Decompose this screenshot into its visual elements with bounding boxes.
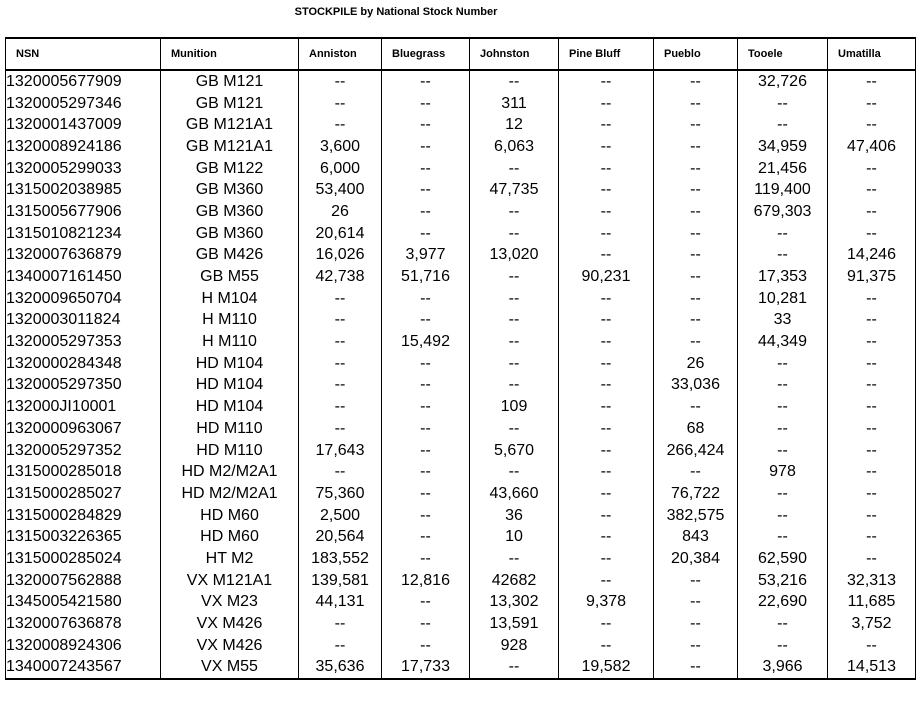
table-row	[6, 418, 916, 440]
nsn-cell: 1320008924306	[6, 635, 161, 657]
nsn-cell: 1320000284348	[6, 353, 161, 375]
nsn-cell: 1320005297346	[6, 93, 161, 115]
anniston-cell: 139,581	[299, 570, 382, 592]
johnston-cell: --	[470, 288, 559, 310]
bluegrass-cell: --	[382, 179, 470, 201]
table-row	[6, 310, 916, 332]
tooele-cell: --	[738, 440, 828, 462]
umatilla-cell: --	[828, 310, 916, 332]
johnston-cell: 928	[470, 635, 559, 657]
table-row	[6, 70, 916, 93]
bluegrass-cell: --	[382, 418, 470, 440]
nsn-cell: 1320005297352	[6, 440, 161, 462]
tooele-cell: 119,400	[738, 179, 828, 201]
munition-cell: GB M360	[161, 179, 299, 201]
tooele-cell: 44,349	[738, 331, 828, 353]
anniston-cell: 17,643	[299, 440, 382, 462]
pine-bluff-cell: --	[559, 114, 654, 136]
munition-cell: H M110	[161, 310, 299, 332]
nsn-cell: 1320009650704	[6, 288, 161, 310]
bluegrass-cell: 3,977	[382, 245, 470, 267]
pine-bluff-cell: 9,378	[559, 592, 654, 614]
header-row	[6, 38, 916, 70]
tooele-cell: 978	[738, 461, 828, 483]
pueblo-cell: --	[654, 635, 738, 657]
pine-bluff-cell: --	[559, 70, 654, 93]
table-row	[6, 526, 916, 548]
johnston-cell: --	[470, 657, 559, 680]
table-row	[6, 288, 916, 310]
anniston-cell: --	[299, 461, 382, 483]
pine-bluff-cell: --	[559, 201, 654, 223]
pine-bluff-cell: --	[559, 613, 654, 635]
pueblo-cell: --	[654, 288, 738, 310]
table-row	[6, 570, 916, 592]
johnston-cell: --	[470, 158, 559, 180]
nsn-cell: 1320007636879	[6, 245, 161, 267]
column-header: Tooele	[738, 38, 828, 70]
nsn-cell: 1315000284829	[6, 505, 161, 527]
pine-bluff-cell: --	[559, 505, 654, 527]
pine-bluff-cell: --	[559, 223, 654, 245]
umatilla-cell: --	[828, 418, 916, 440]
anniston-cell: 3,600	[299, 136, 382, 158]
nsn-cell: 1340007243567	[6, 657, 161, 680]
munition-cell: HD M104	[161, 375, 299, 397]
umatilla-cell: 14,246	[828, 245, 916, 267]
umatilla-cell: --	[828, 440, 916, 462]
umatilla-cell: 3,752	[828, 613, 916, 635]
munition-cell: GB M121A1	[161, 114, 299, 136]
umatilla-cell: 11,685	[828, 592, 916, 614]
pueblo-cell: --	[654, 245, 738, 267]
johnston-cell: 13,302	[470, 592, 559, 614]
table-row	[6, 136, 916, 158]
table-row	[6, 592, 916, 614]
anniston-cell: 20,564	[299, 526, 382, 548]
table-row	[6, 245, 916, 267]
anniston-cell: 35,636	[299, 657, 382, 680]
umatilla-cell: --	[828, 158, 916, 180]
johnston-cell: --	[470, 201, 559, 223]
pueblo-cell: --	[654, 136, 738, 158]
tooele-cell: 22,690	[738, 592, 828, 614]
nsn-cell: 1320000963067	[6, 418, 161, 440]
pine-bluff-cell: 19,582	[559, 657, 654, 680]
pine-bluff-cell: --	[559, 136, 654, 158]
table-row	[6, 93, 916, 115]
bluegrass-cell: --	[382, 483, 470, 505]
bluegrass-cell: --	[382, 440, 470, 462]
bluegrass-cell: --	[382, 353, 470, 375]
anniston-cell: --	[299, 70, 382, 93]
column-header: Johnston	[470, 38, 559, 70]
table-row	[6, 613, 916, 635]
table-row	[6, 158, 916, 180]
tooele-cell: 33	[738, 310, 828, 332]
nsn-cell: 1320005297350	[6, 375, 161, 397]
pine-bluff-cell: --	[559, 526, 654, 548]
johnston-cell: --	[470, 331, 559, 353]
johnston-cell: 36	[470, 505, 559, 527]
johnston-cell: --	[470, 461, 559, 483]
table-row	[6, 396, 916, 418]
anniston-cell: --	[299, 375, 382, 397]
munition-cell: VX M55	[161, 657, 299, 680]
anniston-cell: 16,026	[299, 245, 382, 267]
bluegrass-cell: --	[382, 93, 470, 115]
nsn-cell: 1315002038985	[6, 179, 161, 201]
nsn-cell: 1315010821234	[6, 223, 161, 245]
bluegrass-cell: --	[382, 396, 470, 418]
umatilla-cell: 32,313	[828, 570, 916, 592]
tooele-cell: --	[738, 245, 828, 267]
bluegrass-cell: 15,492	[382, 331, 470, 353]
bluegrass-cell: --	[382, 70, 470, 93]
bluegrass-cell: --	[382, 288, 470, 310]
johnston-cell: --	[470, 70, 559, 93]
pine-bluff-cell: --	[559, 570, 654, 592]
munition-cell: GB M55	[161, 266, 299, 288]
munition-cell: GB M121	[161, 93, 299, 115]
pueblo-cell: --	[654, 613, 738, 635]
column-header: Anniston	[299, 38, 382, 70]
bluegrass-cell: --	[382, 114, 470, 136]
johnston-cell: 13,020	[470, 245, 559, 267]
johnston-cell: --	[470, 375, 559, 397]
tooele-cell: --	[738, 223, 828, 245]
anniston-cell: --	[299, 418, 382, 440]
munition-cell: H M104	[161, 288, 299, 310]
pueblo-cell: --	[654, 201, 738, 223]
pueblo-cell: --	[654, 657, 738, 680]
table-row	[6, 201, 916, 223]
table-row	[6, 353, 916, 375]
munition-cell: GB M426	[161, 245, 299, 267]
table-row	[6, 440, 916, 462]
bluegrass-cell: --	[382, 505, 470, 527]
johnston-cell: 13,591	[470, 613, 559, 635]
table-row	[6, 223, 916, 245]
munition-cell: GB M360	[161, 223, 299, 245]
pueblo-cell: --	[654, 70, 738, 93]
pueblo-cell: 382,575	[654, 505, 738, 527]
table-row	[6, 114, 916, 136]
anniston-cell: --	[299, 114, 382, 136]
johnston-cell: --	[470, 310, 559, 332]
pine-bluff-cell: --	[559, 635, 654, 657]
umatilla-cell: --	[828, 375, 916, 397]
nsn-cell: 1320008924186	[6, 136, 161, 158]
bluegrass-cell: --	[382, 158, 470, 180]
bluegrass-cell: --	[382, 461, 470, 483]
pueblo-cell: 26	[654, 353, 738, 375]
munition-cell: HD M110	[161, 418, 299, 440]
tooele-cell: --	[738, 418, 828, 440]
bluegrass-cell: 17,733	[382, 657, 470, 680]
pine-bluff-cell: --	[559, 179, 654, 201]
umatilla-cell: --	[828, 635, 916, 657]
table-row	[6, 657, 916, 680]
umatilla-cell: --	[828, 483, 916, 505]
nsn-cell: 132000JI10001	[6, 396, 161, 418]
bluegrass-cell: --	[382, 201, 470, 223]
munition-cell: HD M2/M2A1	[161, 461, 299, 483]
table-row	[6, 483, 916, 505]
pueblo-cell: --	[654, 331, 738, 353]
pueblo-cell: 843	[654, 526, 738, 548]
pine-bluff-cell: 90,231	[559, 266, 654, 288]
umatilla-cell: --	[828, 223, 916, 245]
pine-bluff-cell: --	[559, 331, 654, 353]
table-row	[6, 331, 916, 353]
johnston-cell: --	[470, 548, 559, 570]
tooele-cell: 10,281	[738, 288, 828, 310]
table-row	[6, 375, 916, 397]
nsn-cell: 1320005299033	[6, 158, 161, 180]
nsn-cell: 1315003226365	[6, 526, 161, 548]
pine-bluff-cell: --	[559, 396, 654, 418]
pine-bluff-cell: --	[559, 93, 654, 115]
umatilla-cell: --	[828, 526, 916, 548]
column-header: Bluegrass	[382, 38, 470, 70]
munition-cell: VX M23	[161, 592, 299, 614]
tooele-cell: 3,966	[738, 657, 828, 680]
table-row	[6, 505, 916, 527]
pueblo-cell: --	[654, 266, 738, 288]
pueblo-cell: --	[654, 592, 738, 614]
pueblo-cell: 20,384	[654, 548, 738, 570]
tooele-cell: 21,456	[738, 158, 828, 180]
umatilla-cell: --	[828, 201, 916, 223]
munition-cell: HD M60	[161, 505, 299, 527]
pueblo-cell: --	[654, 223, 738, 245]
table-row	[6, 635, 916, 657]
column-header: Pueblo	[654, 38, 738, 70]
nsn-cell: 1315000285018	[6, 461, 161, 483]
anniston-cell: 42,738	[299, 266, 382, 288]
pine-bluff-cell: --	[559, 440, 654, 462]
munition-cell: HD M110	[161, 440, 299, 462]
tooele-cell: --	[738, 375, 828, 397]
johnston-cell: 10	[470, 526, 559, 548]
pine-bluff-cell: --	[559, 483, 654, 505]
column-header: Pine Bluff	[559, 38, 654, 70]
pueblo-cell: 68	[654, 418, 738, 440]
pueblo-cell: --	[654, 179, 738, 201]
bluegrass-cell: --	[382, 223, 470, 245]
pine-bluff-cell: --	[559, 375, 654, 397]
umatilla-cell: --	[828, 70, 916, 93]
pine-bluff-cell: --	[559, 288, 654, 310]
umatilla-cell: --	[828, 461, 916, 483]
umatilla-cell: --	[828, 288, 916, 310]
tooele-cell: --	[738, 526, 828, 548]
tooele-cell: --	[738, 505, 828, 527]
johnston-cell: 12	[470, 114, 559, 136]
tooele-cell: --	[738, 483, 828, 505]
pueblo-cell: 266,424	[654, 440, 738, 462]
johnston-cell: 109	[470, 396, 559, 418]
anniston-cell: 183,552	[299, 548, 382, 570]
munition-cell: VX M426	[161, 613, 299, 635]
tooele-cell: 53,216	[738, 570, 828, 592]
johnston-cell: --	[470, 223, 559, 245]
munition-cell: H M110	[161, 331, 299, 353]
umatilla-cell: 91,375	[828, 266, 916, 288]
pueblo-cell: --	[654, 114, 738, 136]
pine-bluff-cell: --	[559, 353, 654, 375]
bluegrass-cell: --	[382, 548, 470, 570]
nsn-cell: 1315000285024	[6, 548, 161, 570]
nsn-cell: 1315000285027	[6, 483, 161, 505]
pueblo-cell: --	[654, 93, 738, 115]
table-row	[6, 461, 916, 483]
stockpile-table	[5, 37, 916, 680]
johnston-cell: --	[470, 353, 559, 375]
munition-cell: GB M122	[161, 158, 299, 180]
munition-cell: VX M121A1	[161, 570, 299, 592]
umatilla-cell: --	[828, 396, 916, 418]
table-row	[6, 179, 916, 201]
table-row	[6, 548, 916, 570]
tooele-cell: --	[738, 114, 828, 136]
tooele-cell: --	[738, 635, 828, 657]
tooele-cell: --	[738, 93, 828, 115]
anniston-cell: 26	[299, 201, 382, 223]
johnston-cell: 43,660	[470, 483, 559, 505]
bluegrass-cell: --	[382, 635, 470, 657]
anniston-cell: --	[299, 93, 382, 115]
umatilla-cell: --	[828, 505, 916, 527]
tooele-cell: --	[738, 396, 828, 418]
tooele-cell: --	[738, 613, 828, 635]
umatilla-cell: 14,513	[828, 657, 916, 680]
pueblo-cell: --	[654, 310, 738, 332]
anniston-cell: 44,131	[299, 592, 382, 614]
johnston-cell: 42682	[470, 570, 559, 592]
anniston-cell: --	[299, 331, 382, 353]
tooele-cell: --	[738, 353, 828, 375]
anniston-cell: --	[299, 353, 382, 375]
pine-bluff-cell: --	[559, 245, 654, 267]
nsn-cell: 1340007161450	[6, 266, 161, 288]
nsn-cell: 1315005677906	[6, 201, 161, 223]
johnston-cell: 311	[470, 93, 559, 115]
pine-bluff-cell: --	[559, 418, 654, 440]
nsn-cell: 1320003011824	[6, 310, 161, 332]
munition-cell: HD M2/M2A1	[161, 483, 299, 505]
johnston-cell: --	[470, 266, 559, 288]
johnston-cell: 6,063	[470, 136, 559, 158]
pueblo-cell: 76,722	[654, 483, 738, 505]
bluegrass-cell: 12,816	[382, 570, 470, 592]
tooele-cell: 62,590	[738, 548, 828, 570]
bluegrass-cell: --	[382, 136, 470, 158]
pueblo-cell: 33,036	[654, 375, 738, 397]
umatilla-cell: --	[828, 353, 916, 375]
umatilla-cell: --	[828, 179, 916, 201]
page-title: STOCKPILE by National Stock Number	[294, 6, 498, 18]
anniston-cell: 20,614	[299, 223, 382, 245]
pueblo-cell: --	[654, 461, 738, 483]
nsn-cell: 1320007636878	[6, 613, 161, 635]
bluegrass-cell: --	[382, 310, 470, 332]
column-header: Munition	[161, 38, 299, 70]
anniston-cell: 2,500	[299, 505, 382, 527]
nsn-cell: 1320005297353	[6, 331, 161, 353]
bluegrass-cell: --	[382, 526, 470, 548]
umatilla-cell: --	[828, 93, 916, 115]
bluegrass-cell: 51,716	[382, 266, 470, 288]
nsn-cell: 1320005677909	[6, 70, 161, 93]
munition-cell: HD M104	[161, 396, 299, 418]
anniston-cell: --	[299, 396, 382, 418]
anniston-cell: --	[299, 613, 382, 635]
pine-bluff-cell: --	[559, 158, 654, 180]
table-row	[6, 266, 916, 288]
pueblo-cell: --	[654, 158, 738, 180]
tooele-cell: 32,726	[738, 70, 828, 93]
anniston-cell: --	[299, 635, 382, 657]
johnston-cell: 5,670	[470, 440, 559, 462]
nsn-cell: 1320007562888	[6, 570, 161, 592]
umatilla-cell: --	[828, 548, 916, 570]
pine-bluff-cell: --	[559, 310, 654, 332]
bluegrass-cell: --	[382, 375, 470, 397]
tooele-cell: 679,303	[738, 201, 828, 223]
tooele-cell: 17,353	[738, 266, 828, 288]
pine-bluff-cell: --	[559, 461, 654, 483]
nsn-cell: 1320001437009	[6, 114, 161, 136]
bluegrass-cell: --	[382, 613, 470, 635]
johnston-cell: --	[470, 418, 559, 440]
anniston-cell: 6,000	[299, 158, 382, 180]
pueblo-cell: --	[654, 396, 738, 418]
column-header: Umatilla	[828, 38, 916, 70]
table-body	[6, 70, 916, 679]
johnston-cell: 47,735	[470, 179, 559, 201]
anniston-cell: --	[299, 288, 382, 310]
column-header: NSN	[6, 38, 161, 70]
umatilla-cell: --	[828, 331, 916, 353]
anniston-cell: --	[299, 310, 382, 332]
anniston-cell: 75,360	[299, 483, 382, 505]
munition-cell: GB M121A1	[161, 136, 299, 158]
tooele-cell: 34,959	[738, 136, 828, 158]
umatilla-cell: --	[828, 114, 916, 136]
munition-cell: GB M360	[161, 201, 299, 223]
anniston-cell: 53,400	[299, 179, 382, 201]
munition-cell: HD M60	[161, 526, 299, 548]
munition-cell: HT M2	[161, 548, 299, 570]
munition-cell: VX M426	[161, 635, 299, 657]
munition-cell: HD M104	[161, 353, 299, 375]
bluegrass-cell: --	[382, 592, 470, 614]
nsn-cell: 1345005421580	[6, 592, 161, 614]
umatilla-cell: 47,406	[828, 136, 916, 158]
pine-bluff-cell: --	[559, 548, 654, 570]
munition-cell: GB M121	[161, 70, 299, 93]
pueblo-cell: --	[654, 570, 738, 592]
